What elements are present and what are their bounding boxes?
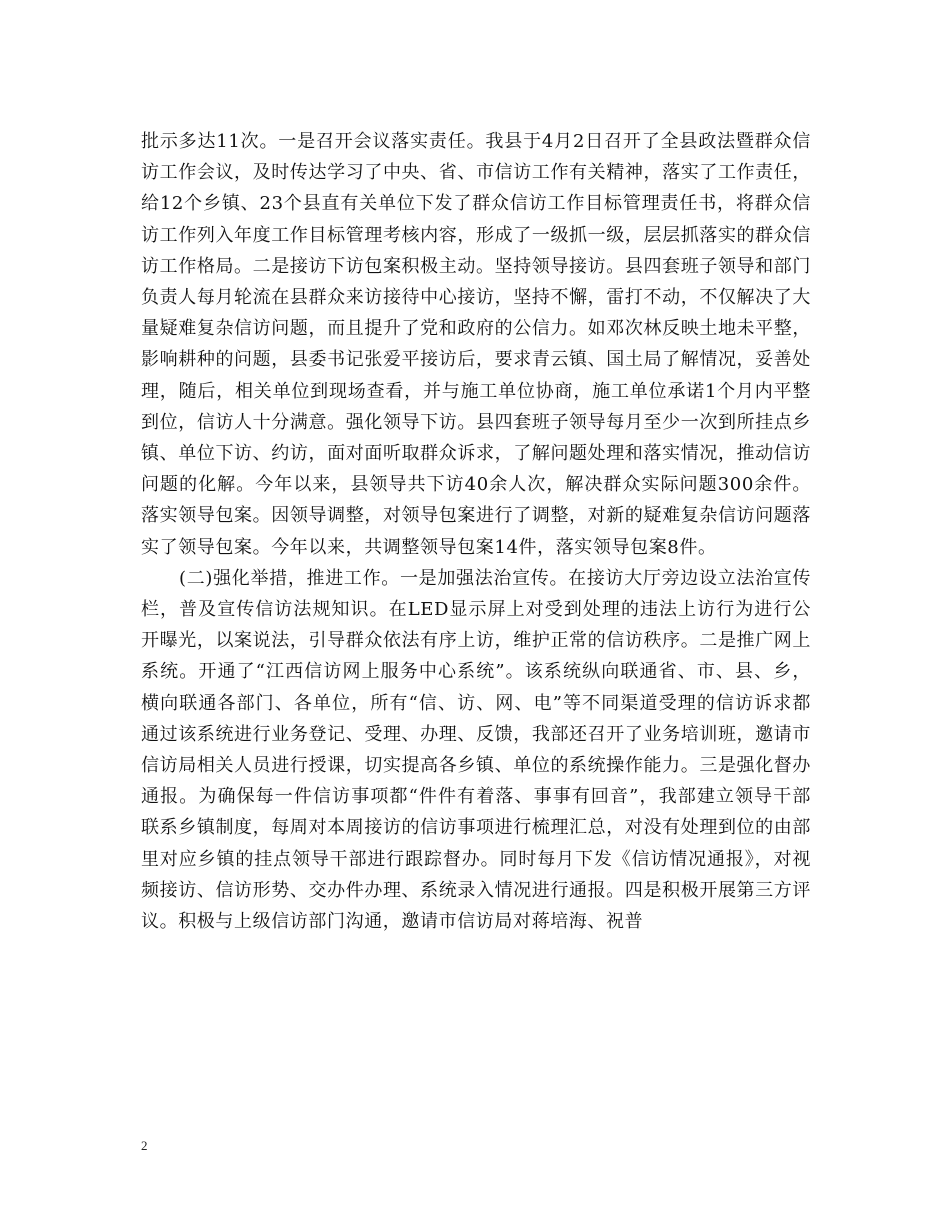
paragraph-2: (二)强化举措，推进工作。一是加强法治宣传。在接访大厅旁边设立法治宣传栏，普及宣传信访法规知识。在LED显示屏上对受到处理的违法上访行为进行公开曝光，以案说法，引导群众依法有序上访，维护正常的信访秩序。二是推广网上系统。开通了“江西信访网上服务中心系统”。该系统纵向联通省、市、县、乡，横向联通各部门、各单位，所有“信、访、网、电”等不同渠道受理的信访诉求都通过该系统进行业务登记、受理、办理、反馈，我部还召开了业务培训班，邀请市信访局相关人员进行授课，切实提高各乡镇、单位的系统操作能力。三是强化督办通报。为确保每一件信访事项都“件件有着落、事事有回音”，我部建立领导干部联系乡镇制度，每周对本周接访的信访事项进行梳理汇总，对没有处理到位的由部里对应乡镇的挂点领导干部进行跟踪督办。同时每月下发《信访情况通报》，对视频接访、信访形势、交办件办理、系统录入情况进行通报。四是积极开展第三方评议。积极与上级信访部门沟通，邀请市信访局对蒋培海、祝普 bbox=[141, 567, 811, 933]
body-text bbox=[141, 126, 811, 937]
paragraph-1: 批示多达11次。一是召开会议落实责任。我县于4月2日召开了全县政法暨群众信访工作会议，及时传达学习了中央、省、市信访工作有关精神，落实了工作责任，给12个乡镇、23个县直有关单位下发了群众信访工作目标管理责任书，将群众信访工作列入年度工作目标管理考核内容，形成了一级抓一级，层层抓落实的群众信访工作格局。二是接访下访包案积极主动。坚持领导接访。县四套班子领导和部门负责人每月轮流在县群众来访接待中心接访，坚持不懈，雷打不动，不仅解决了大量疑难复杂信访问题，而且提升了党和政府的公信力。如邓次林反映土地未平整，影响耕种的问题，县委书记张爱平接访后，要求青云镇、国土局了解情况，妥善处理，随后，相关单位到现场查看，并与施工单位协商，施工单位承诺1个月内平整到位，信访人十分满意。强化领导下访。县四套班子领导每月至少一次到所挂点乡镇、单位下访、约访，面对面听取群众诉求，了解问题处理和落实情况，推动信访问题的化解。今年以来，县领导共下访40余人次，解决群众实际问题300余件。落实领导包案。因领导调整，对领导包案进行了调整，对新的疑难复杂信访问题落实了领导包案。今年以来，共调整领导包案14件，落实领导包案8件。 bbox=[141, 131, 811, 558]
page-number: 2 bbox=[141, 1138, 148, 1153]
